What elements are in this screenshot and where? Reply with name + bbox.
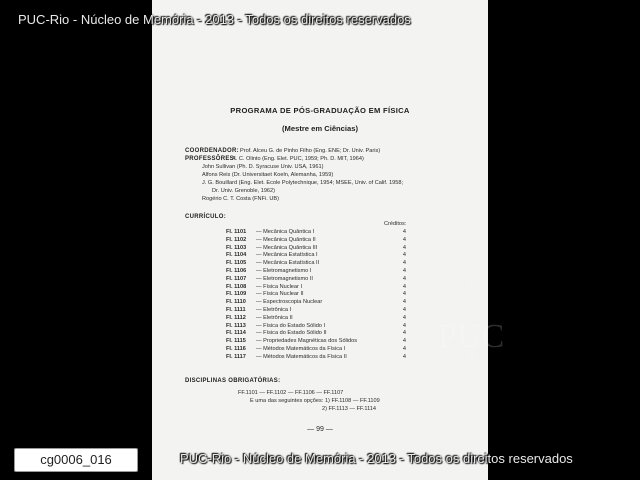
- course-row: [226, 276, 406, 282]
- course-name: — Mecânica Estatística I: [256, 252, 318, 259]
- course-name: — Métodos Matemáticos da Física I: [256, 346, 346, 352]
- course-row: [226, 299, 406, 305]
- course-row: [226, 291, 406, 297]
- curriculo-label: CURRÍCULO:: [185, 214, 226, 220]
- coordenador-text: Prof. Alceu G. de Pinho Filho (Eng. ENE; Dr. Univ. Paris): [240, 148, 381, 154]
- course-code: FI. 1102: [226, 236, 247, 243]
- watermark-top: PUC-Rio - Núcleo de Memória - 2013 - Todos os direitos reservados: [18, 12, 411, 27]
- course-row: [226, 330, 406, 336]
- course-row: [226, 354, 406, 360]
- course-name: — Eletromagnetismo II: [256, 275, 313, 282]
- course-code: FI. 1103: [226, 244, 247, 251]
- professor-line: Dr. Univ. Grenoble, 1962): [212, 188, 276, 194]
- course-code: FI. 1109: [226, 291, 247, 298]
- course-code: FI. 1108: [226, 283, 247, 290]
- course-code: FI. 1112: [226, 314, 246, 321]
- course-code: FI. 1111: [226, 307, 246, 313]
- course-credits: 4: [402, 322, 406, 329]
- professor-line: Rogério C. T. Costa (FNFi. UB): [202, 196, 279, 202]
- course-credits: 4: [402, 299, 406, 306]
- course-name: — Física do Estado Sólido I: [256, 322, 326, 329]
- course-name: — Física do Estado Sólido II: [256, 330, 327, 337]
- course-credits: 4: [402, 268, 406, 274]
- course-code: FI. 1104: [226, 252, 247, 259]
- watermark-bottom: PUC-Rio - Núcleo de Memória - 2013 - Todos os direitos reservados: [180, 451, 573, 466]
- course-row: [226, 237, 406, 243]
- course-credits: 4: [402, 330, 406, 337]
- course-row: [226, 229, 406, 235]
- course-row: [226, 268, 406, 274]
- course-code: FI. 1114: [226, 330, 246, 337]
- course-credits: 4: [402, 236, 406, 243]
- professor-line: John Sullivan (Ph. D. Syracuse Univ. USA, 1961): [202, 164, 324, 170]
- course-row: [226, 338, 406, 344]
- background-watermark: AN: [455, 280, 481, 294]
- course-credits: 4: [402, 314, 406, 321]
- course-code: FI. 1105: [226, 260, 247, 267]
- course-row: [226, 245, 406, 251]
- course-name: — Métodos Matemáticos da Física II: [256, 353, 347, 360]
- background-watermark: R: [470, 352, 480, 363]
- course-code: FI. 1113: [226, 322, 246, 329]
- course-credits: 4: [402, 275, 406, 282]
- course-code: FI. 1116: [226, 346, 246, 352]
- course-code: FI. 1101: [226, 229, 247, 235]
- course-credits: 4: [402, 338, 406, 345]
- course-code: FI. 1107: [226, 275, 247, 282]
- course-code: FI. 1110: [226, 299, 246, 306]
- course-name: — Mecânica Quântica I: [256, 229, 315, 235]
- course-row: [226, 323, 406, 329]
- course-row: [226, 252, 406, 258]
- course-credits: 4: [402, 307, 406, 313]
- course-code: FI. 1115: [226, 338, 246, 345]
- professor-line: A. C. Olinto (Eng. Elet. PUC, 1959; Ph. D. MIT, 1964): [232, 156, 364, 162]
- course-name: — Eletrônica II: [256, 314, 293, 321]
- course-credits: 4: [402, 260, 406, 267]
- document-page: [152, 0, 488, 480]
- course-row: [226, 284, 406, 290]
- course-name: — Física Nuclear I: [256, 283, 303, 290]
- professor-line: Alfons Reis (Dr. Universitaet Koeln, Alemanha, 1959): [202, 172, 334, 178]
- course-name: — Espectroscopia Nuclear: [256, 299, 323, 306]
- course-row: [226, 346, 406, 352]
- disciplinas-line: E uma das seguintes opções: 1) FF.1108 — FF.1109: [250, 398, 380, 404]
- course-credits: 4: [402, 346, 406, 352]
- course-credits: 4: [402, 252, 406, 259]
- course-credits: 4: [402, 283, 406, 290]
- background-watermark: PUC: [438, 318, 505, 355]
- professores-label: PROFESSÔRES:: [185, 156, 237, 162]
- coordenador-label: COORDENADOR:: [185, 148, 239, 154]
- course-row: [226, 315, 406, 321]
- course-name: — Eletromagnetismo I: [256, 268, 312, 274]
- course-name: — Propriedades Magnéticas dos Sólidos: [256, 338, 358, 345]
- professor-line: J. G. Bouillard (Eng. Elet. Ecole Polytechnique, 1954; MSEE, Univ. of Calif. 1958;: [202, 180, 404, 186]
- document-subtitle: (Mestre em Ciências): [282, 124, 358, 133]
- creditos-header: Créditos:: [384, 221, 407, 227]
- document-title: PROGRAMA DE PÓS-GRADUAÇÃO EM FÍSICA: [230, 106, 410, 115]
- course-credits: 4: [402, 291, 406, 298]
- disciplinas-label: DISCIPLINAS OBRIGATÓRIAS:: [185, 378, 281, 384]
- course-credits: 4: [402, 229, 406, 235]
- course-row: [226, 307, 406, 313]
- course-code: FI. 1117: [226, 353, 246, 360]
- course-code: FI. 1106: [226, 268, 247, 274]
- disciplinas-line: 2) FF.1113 — FF.1114: [322, 406, 376, 412]
- course-name: — Mecânica Quântica III: [256, 244, 318, 251]
- course-row: [226, 260, 406, 266]
- page-number: — 99 —: [307, 426, 333, 433]
- image-id-label: cg0006_016: [14, 448, 138, 472]
- course-name: — Física Nuclear II: [256, 291, 304, 298]
- course-credits: 4: [402, 353, 406, 360]
- course-name: — Mecânica Quântica II: [256, 236, 316, 243]
- course-name: — Mecânica Estatística II: [256, 260, 320, 267]
- course-name: — Eletrônica I: [256, 307, 292, 313]
- disciplinas-line: FF.1101 — FF.1102 — FF.1106 — FF.1107: [238, 390, 344, 396]
- course-credits: 4: [402, 244, 406, 251]
